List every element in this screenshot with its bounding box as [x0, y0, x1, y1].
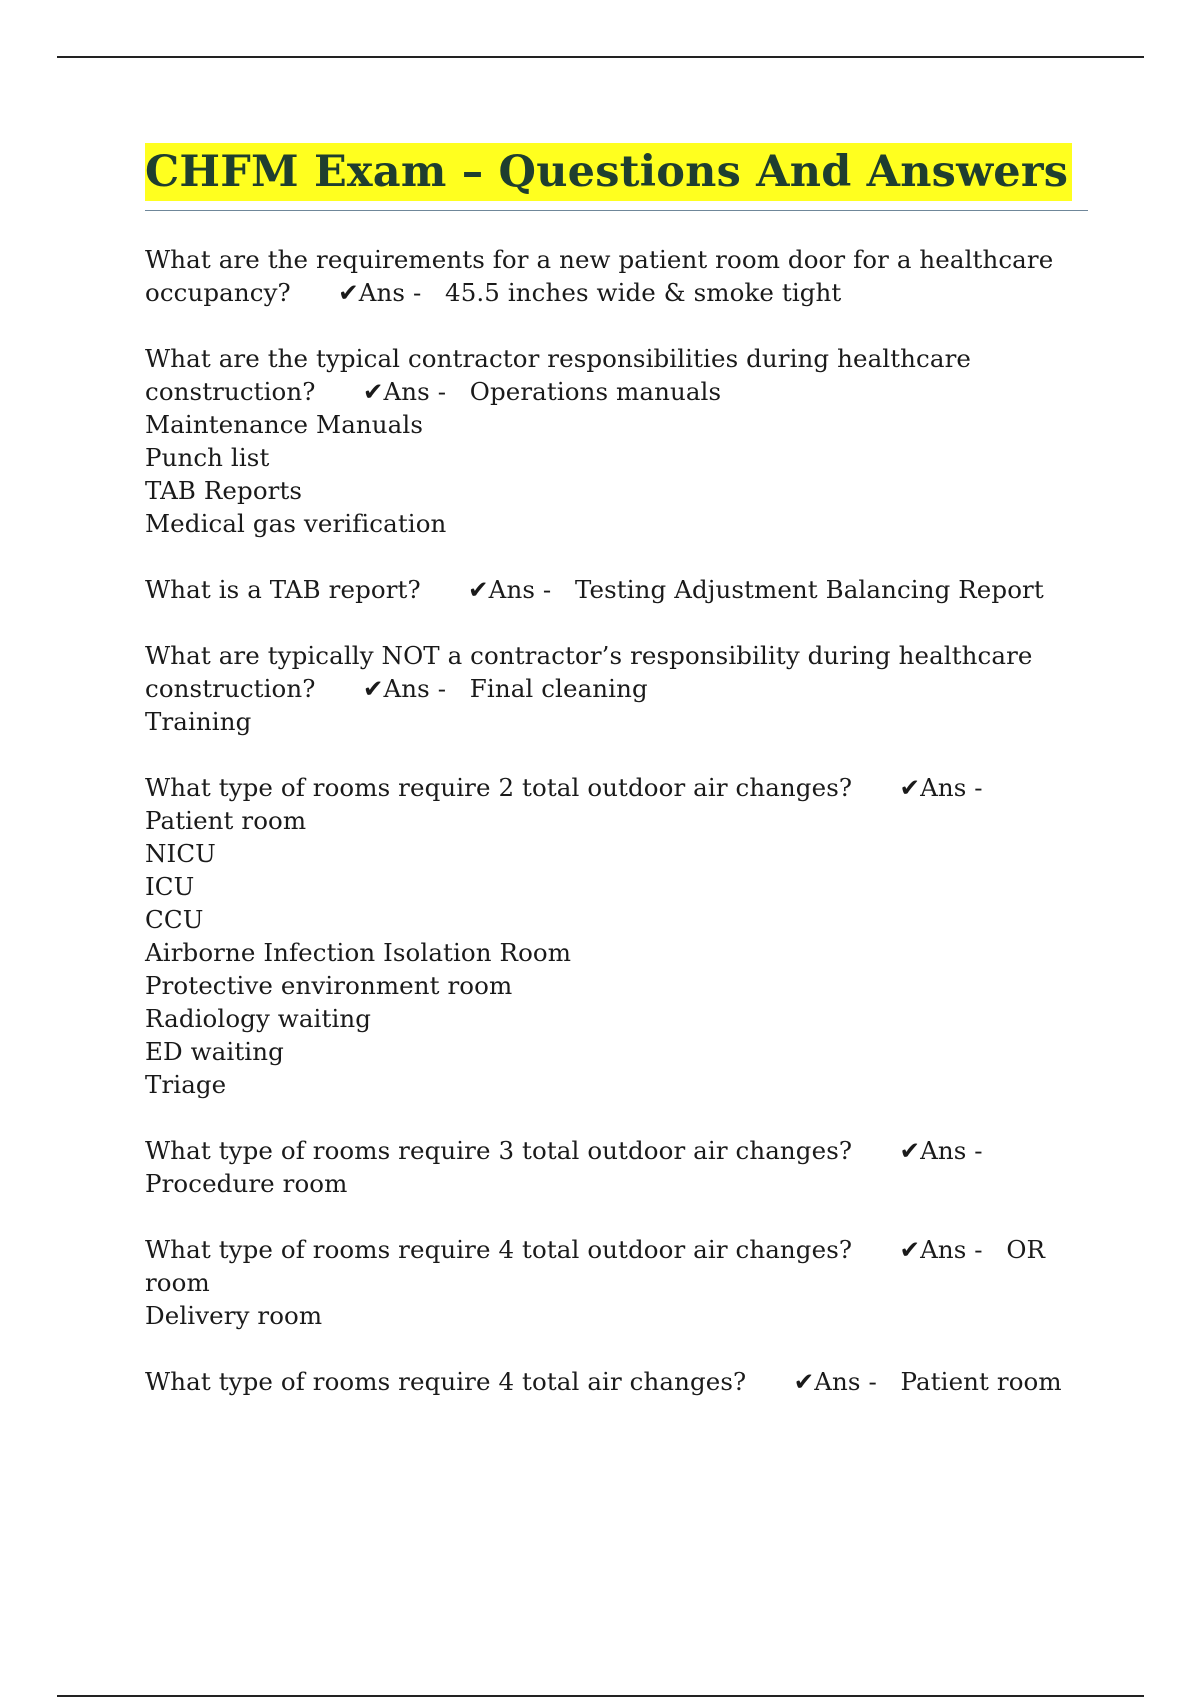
qa-item-5	[145, 771, 1105, 1101]
question-line: What are the requirements for a new patient room door for a healthcare	[145, 245, 1054, 274]
question-line	[145, 1233, 1105, 1266]
question-line	[145, 1365, 1105, 1398]
qa-item-2	[145, 342, 1105, 540]
answer-marker: ✔Ans -	[899, 1235, 983, 1264]
question-line: What are typically NOT a contractor’s responsibility during healthcare	[145, 641, 1033, 670]
question-text: construction?	[145, 674, 316, 703]
answer-line: Maintenance Manuals	[145, 410, 423, 439]
answer-marker: ✔Ans -	[793, 1367, 877, 1396]
question-text: construction?	[145, 377, 316, 406]
answer-line: CCU	[145, 905, 204, 934]
question-text: What type of rooms require 4 total air changes?	[145, 1367, 747, 1396]
answer-line: Protective environment room	[145, 971, 513, 1000]
answer-line: NICU	[145, 839, 216, 868]
question-text: occupancy?	[145, 278, 291, 307]
answer-marker: ✔Ans -	[899, 1136, 983, 1165]
answer-line: Medical gas verification	[145, 509, 447, 538]
answer-line: Triage	[145, 1070, 227, 1099]
title-underline	[145, 210, 1088, 211]
header-rule	[57, 56, 1144, 58]
answer-marker: ✔Ans -	[468, 575, 552, 604]
answer-text: OR	[1006, 1235, 1046, 1264]
qa-list	[145, 243, 1105, 1431]
question-text: What type of rooms require 4 total outdoor air changes?	[145, 1235, 853, 1264]
answer-line: Patient room	[145, 806, 307, 835]
question-line	[145, 672, 1105, 705]
page-title: CHFM Exam – Questions And Answers	[145, 143, 1072, 201]
answer-text: 45.5 inches wide & smoke tight	[445, 278, 842, 307]
qa-item-6	[145, 1134, 1105, 1200]
qa-item-7	[145, 1233, 1105, 1332]
answer-line: Training	[145, 707, 252, 736]
answer-text: Final cleaning	[469, 674, 648, 703]
answer-line: Delivery room	[145, 1301, 323, 1330]
footer-rule	[57, 1695, 1144, 1697]
answer-marker: ✔Ans -	[899, 773, 983, 802]
answer-line: TAB Reports	[145, 476, 303, 505]
answer-line: ICU	[145, 872, 195, 901]
answer-marker: ✔Ans -	[338, 278, 422, 307]
answer-text: Operations manuals	[469, 377, 722, 406]
question-line: What are the typical contractor responsibilities during healthcare	[145, 344, 971, 373]
answer-line: Procedure room	[145, 1169, 348, 1198]
qa-item-3	[145, 573, 1105, 606]
qa-item-1	[145, 243, 1105, 309]
answer-line: ED waiting	[145, 1037, 284, 1066]
question-line	[145, 1134, 1105, 1167]
question-text: What type of rooms require 2 total outdoor air changes?	[145, 773, 853, 802]
answer-marker: ✔Ans -	[362, 674, 447, 703]
title-block	[145, 143, 1088, 201]
qa-item-4	[145, 639, 1105, 738]
question-text: What type of rooms require 3 total outdoor air changes?	[145, 1136, 853, 1165]
answer-line: room	[145, 1268, 210, 1297]
question-text: What is a TAB report?	[145, 575, 421, 604]
question-line	[145, 573, 1105, 606]
answer-text: Patient room	[900, 1367, 1062, 1396]
question-line	[145, 771, 1105, 804]
answer-text: Testing Adjustment Balancing Report	[574, 575, 1044, 604]
question-line	[145, 375, 1105, 408]
answer-marker: ✔Ans -	[362, 377, 447, 406]
qa-item-8	[145, 1365, 1105, 1398]
answer-line: Punch list	[145, 443, 270, 472]
answer-line: Radiology waiting	[145, 1004, 372, 1033]
question-line	[145, 276, 1105, 309]
answer-line: Airborne Infection Isolation Room	[145, 938, 572, 967]
